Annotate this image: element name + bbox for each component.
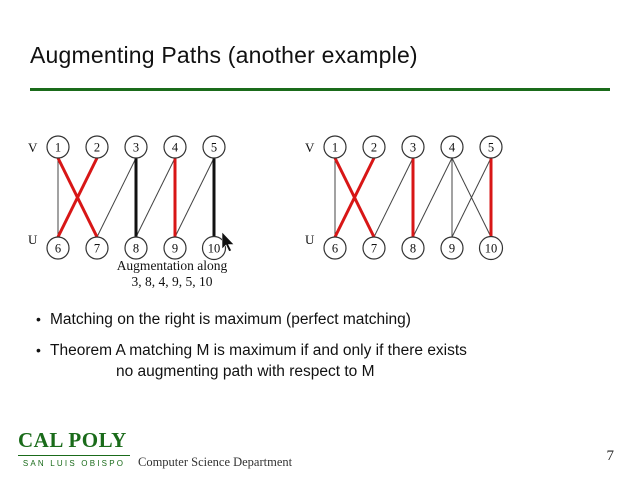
node-label: 9 [171, 241, 179, 256]
list-item [36, 341, 616, 383]
right-graph-bottom-nodes [324, 237, 503, 260]
left-graph-set-label-u: U [28, 232, 38, 247]
cal-poly-logo [18, 430, 138, 468]
logo-name: CAL POLY [18, 428, 127, 452]
logo-subtitle: SAN LUIS OBISPO [18, 455, 130, 468]
right-bipartite-graph [295, 125, 545, 270]
node-label: 8 [132, 241, 140, 256]
left-graph-bottom-nodes [47, 237, 226, 260]
node-label: 10 [207, 241, 221, 256]
node-label: 2 [93, 140, 101, 155]
footer-department: Computer Science Department [138, 455, 293, 469]
list-item [36, 310, 616, 331]
right-graph-set-label-u: U [305, 232, 315, 247]
bullet-text: Matching on the right is maximum (perfect matching) [50, 311, 411, 328]
caption-line-1: Augmentation along [116, 258, 228, 273]
title-divider [30, 88, 610, 91]
node-label: 5 [210, 140, 218, 155]
node-label: 1 [331, 140, 339, 155]
node-label: 9 [448, 241, 456, 256]
bullet-list [36, 310, 616, 393]
node-label: 10 [484, 241, 498, 256]
node-label: 1 [54, 140, 62, 155]
node-label: 7 [370, 241, 378, 256]
node-label: 6 [54, 241, 62, 256]
bullet-marker: • [36, 341, 41, 358]
page-number: 7 [606, 448, 614, 464]
left-graph-set-label-v: V [28, 140, 38, 155]
node-label: 8 [409, 241, 417, 256]
bullet-text: Theorem A matching M is maximum if and only if there exists [50, 341, 467, 359]
bullet-marker: • [36, 311, 41, 327]
augmentation-caption [82, 258, 262, 291]
right-graph-set-label-v: V [305, 140, 315, 155]
node-label: 6 [331, 241, 339, 256]
mouse-pointer-icon [222, 232, 236, 252]
page-title: Augmenting Paths (another example) [30, 42, 418, 68]
left-graph-top-nodes [47, 136, 225, 158]
node-label: 4 [448, 140, 456, 155]
node-label: 3 [132, 140, 140, 155]
node-label: 7 [93, 241, 101, 256]
bullet-text-second-line: no augmenting path with respect to M [116, 362, 375, 380]
node-label: 2 [370, 140, 378, 155]
right-graph-top-nodes [324, 136, 502, 158]
node-label: 4 [171, 140, 179, 155]
caption-line-2: 3, 8, 4, 9, 5, 10 [131, 274, 213, 290]
node-label: 3 [409, 140, 417, 155]
node-label: 5 [487, 140, 495, 155]
